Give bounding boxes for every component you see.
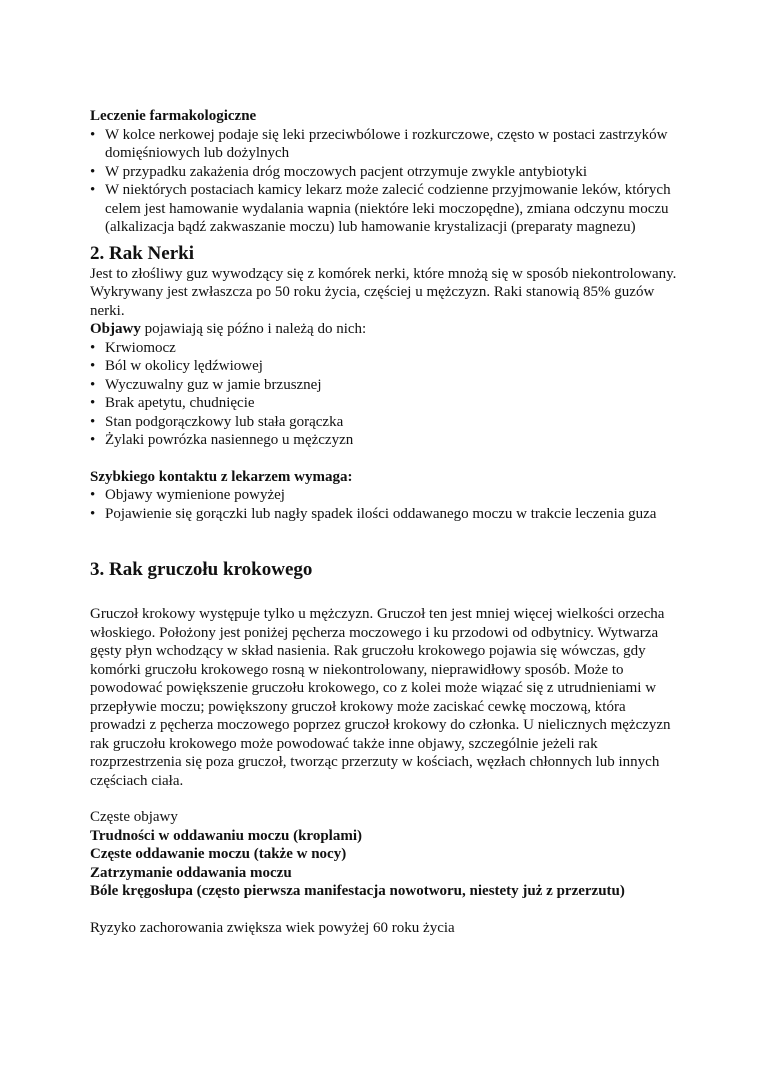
contact-list: [90, 486, 680, 523]
bullet-icon: •: [90, 339, 96, 356]
list-item: • Brak apetytu, chudnięcie: [90, 395, 255, 411]
list-item: • Wyczuwalny guz w jamie brzusznej: [90, 376, 322, 393]
document-content: [90, 107, 680, 937]
bullet-icon: •: [90, 358, 96, 374]
bullet-icon: •: [90, 395, 96, 411]
bullet-icon: •: [90, 413, 96, 430]
bullet-icon: •: [90, 505, 96, 522]
bullet-icon: •: [90, 182, 96, 198]
list-item: • Pojawienie się gorączki lub nagły spadek ilości oddawanego moczu w trakcie leczenia guza: [90, 505, 657, 522]
common-symptoms-label: Częste objawy: [90, 809, 178, 825]
list-item: • Stan podgorączkowy lub stała gorączka: [90, 413, 344, 430]
rak-prostaty-body: Gruczoł krokowy występuje tylko u mężczyzn. Gruczoł ten jest mniej więcej wielkości orzecha włoskiego. Położony jest poniżej pęcherza moczowego i ku przodowi od odbytnicy. Wytwarza gęsty płyn wchodzący w skład nasienia. Rak gruczołu krokowego pojawia się wówczas, gdy komórki gruczołu krokowego rosną w niekontrolowany, nieprawidłowy sposób. Może to powodować powiększenie gruczołu krokowego, co z kolei może wiązać się z utrudnieniami w przepływie moczu; powiększony gruczoł krokowy może zaciskać cewkę moczową, która prowadzi z pęcherza moczowego poprzez gruczoł krokowy do członka. U nielicznych mężczyzn rak gruczołu krokowego może powodować także inne objawy, szczególnie jeżeli rak rozprzestrzenia się poza gruczoł, tworząc przerzuty w kościach, węzłach chłonnych lub innych częściach ciała.: [90, 606, 671, 789]
symptoms-list: [90, 339, 680, 450]
section-title-rak-nerki: 2. Rak Nerki: [90, 242, 194, 264]
list-item: • W przypadku zakażenia dróg moczowych pacjent otrzymuje zwykle antybiotyki: [90, 163, 588, 180]
rak-nerki-intro: Jest to złośliwy guz wywodzący się z komórek nerki, które mnożą się w sposób niekontrolowany. Wykrywany jest zwłaszcza po 50 roku życia, częściej u mężczyzn. Raki stanowią 85% guzów nerki.: [90, 265, 677, 319]
bullet-icon: •: [90, 376, 96, 393]
bullet-icon: •: [90, 126, 96, 143]
pharma-list: [90, 126, 680, 237]
list-item: • W kolce nerkowej podaje się leki przeciwbólowe i rozkurczowe, często w postaci zastrzyków domięśniowych lub dożylnych: [90, 126, 668, 161]
list-item: • Krwiomocz: [90, 339, 176, 356]
section-title-rak-prostaty: 3. Rak gruczołu krokowego: [90, 559, 313, 580]
bullet-icon: •: [90, 163, 96, 180]
bullet-icon: •: [90, 432, 96, 448]
common-symptom: Częste oddawanie moczu (także w nocy): [90, 846, 347, 862]
risk-note: Ryzyko zachorowania zwiększa wiek powyżej 60 roku życia: [90, 919, 455, 936]
symptoms-lead: Objawy pojawiają się późno i należą do nich:: [90, 321, 367, 337]
contact-heading: Szybkiego kontaktu z lekarzem wymaga:: [90, 468, 353, 485]
pharma-heading: Leczenie farmakologiczne: [90, 108, 257, 124]
common-symptom: Bóle kręgosłupa (często pierwsza manifestacja nowotworu, niestety już z przerzutu): [90, 883, 625, 899]
list-item: • Ból w okolicy lędźwiowej: [90, 358, 263, 374]
list-item: • Żylaki powrózka nasiennego u mężczyzn: [90, 432, 354, 448]
bullet-icon: •: [90, 487, 96, 503]
common-symptom: Zatrzymanie oddawania moczu: [90, 864, 292, 881]
list-item: • Objawy wymienione powyżej: [90, 487, 285, 503]
list-item: • W niektórych postaciach kamicy lekarz może zalecić codzienne przyjmowanie leków, których celem jest hamowanie wydalania wapnia (niektóre leki moczopędne), zmiana odczynu moczu (alkalizacja bądź zakwaszanie moczu) lub hamowanie krystalizacji (preparaty magnezu): [90, 182, 671, 235]
common-symptom: Trudności w oddawaniu moczu (kroplami): [90, 827, 362, 844]
